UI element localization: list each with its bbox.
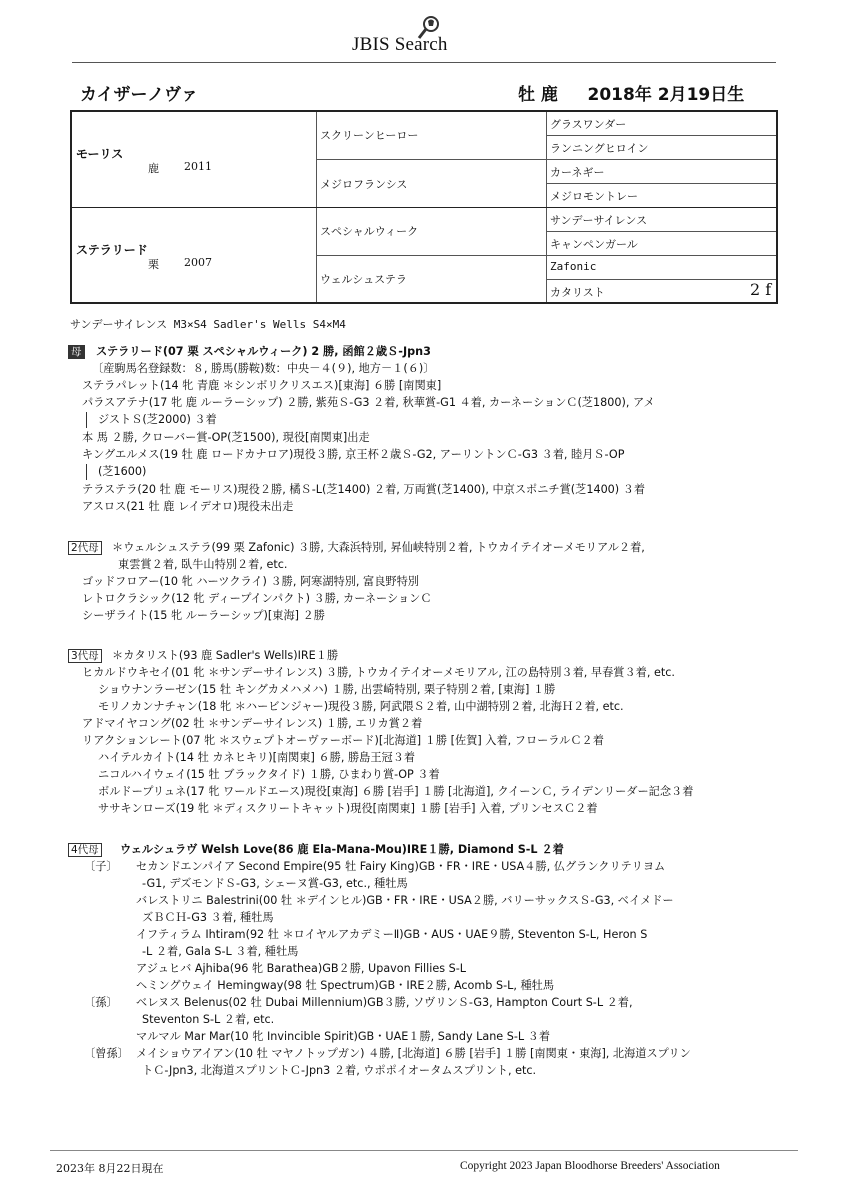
jbis-logo [352,8,502,58]
list-item: パラスアテナ(17 牝 鹿 ルーラーシップ) ２勝, 紫苑Ｓ-G3 ２着, 秋華賞-G1 ４着, カーネーションＣ(芝1800), アメ [82,396,655,409]
sire-dam-dam: メジロモントレー [550,190,638,203]
list-item: ボルドープリュネ(17 牝 ワールドエース)現役[東海] ６勝 [岩手] １勝 [北海道], クイーンＣ, ライデンリーダー記念３着 [98,785,694,798]
dam-dam: ウェルシュステラ [320,273,407,286]
list-item: ＊ウェルシュステラ(99 栗 Zafonic) ３勝, 大森浜特別, 昇仙峡特別２着, トウカイテイオーメモリアル２着, [112,541,645,554]
list-item: セカンドエンパイア Second Empire(95 牡 Fairy King)GB・FR・IRE・USA４勝, 仏グランクリテリヨム [136,860,666,873]
relation-label: 〔曾孫〕 [84,1047,129,1060]
list-item: ステラリード(07 栗 スペシャルウィーク) 2 勝, 函館２歳Ｓ-Jpn3 [96,345,431,358]
list-item: モリノカンナチャン(18 牝 ＊ハービンジャー)現役３勝, 阿武隈Ｓ２着, 山中湖特別２着, 北海Ｈ２着, etc. [98,700,624,713]
sire-year: 2011 [184,160,212,173]
list-item: マルマル Mar Mar(10 牝 Invincible Spirit)GB・UAE１勝, Sandy Lane S-L ３着 [136,1030,551,1043]
horse-info [518,80,744,105]
dam-year: 2007 [184,256,212,269]
section-tag: 母 [68,345,85,359]
dam-color: 栗 [148,258,159,271]
list-item: ズＢＣＨ-G3 ３着, 種牡馬 [142,911,274,924]
list-item: 〔産駒馬名登録数：８, 勝馬(勝鞍)数：中央－４(９), 地方－１(６)〕 [92,362,435,375]
list-item: トＣ-Jpn3, 北海道スプリントＣ-Jpn3 ２着, ウポポイオータムスプリント, etc. [142,1064,537,1077]
pedigree-table [70,110,778,304]
list-item: メイショウアイアン(10 牡 マヤノトップガン) ４勝, [北海道] ６勝 [岩手] １勝 [南関東・東海], 北海道スプリン [136,1047,691,1060]
footer-rule [50,1150,798,1151]
dam-dam-sire: Zafonic [550,260,597,273]
list-item: ニコルハイウェイ(15 牡 ブラックタイド) １勝, ひまわり賞-OP ３着 [98,768,440,781]
footer-copyright: Copyright 2023 Japan Bloodhorse Breeders' Association [460,1160,720,1172]
list-item: アスロス(21 牡 鹿 レイデオロ)現役未出走 [82,500,294,513]
list-item: ジストＳ(芝2000) ３着 [98,413,217,426]
sire-sire-dam: ランニングヒロイン [550,142,649,155]
relation-label: 〔子〕 [84,860,118,873]
dam-sire: スペシャルウィーク [320,225,419,238]
list-item: (芝1600) [98,465,147,478]
list-item: テラステラ(20 牡 鹿 モーリス)現役２勝, 橘Ｓ-L(芝1400) ２着, 万両賞(芝1400), 中京スポニチ賞(芝1400) ３着 [82,483,646,496]
logo-text: JBIS Search [352,34,448,55]
sire-sire-sire: グラスワンダー [550,118,627,131]
section-tag: 2代母 [68,541,102,555]
list-item: ヒカルドウキセイ(01 牝 ＊サンデーサイレンス) ３勝, トウカイテイオーメモリアル, 江の島特別３着, 早春賞３着, etc. [82,666,675,679]
horse-name: カイザーノヴァ [80,85,198,105]
dam-sire-dam: キャンペンガール [550,238,638,251]
list-item: キングエルメス(19 牡 鹿 ロードカナロア)現役３勝, 京王杯２歳Ｓ-G2, アーリントンＣ-G3 ３着, 睦月Ｓ-OP [82,448,625,461]
list-item: ショウナンラーゼン(15 牡 キングカメハメハ) １勝, 出雲崎特別, 栗子特別２着, [東海] １勝 [98,683,556,696]
list-item: バレストリニ Balestrini(00 牡 ＊デインヒル)GB・FR・IRE・USA２勝, バリーサックスＳ-G3, ベイメドー [136,894,674,907]
footer-date: 2023年 8月22日現在 [56,1162,164,1175]
list-item: Steventon S-L ２着, etc. [142,1013,275,1026]
list-item: イフティラム Ihtiram(92 牡 ＊ロイヤルアカデミーⅡ)GB・AUS・UAE９勝, Steventon S-L, Heron S [136,928,648,941]
list-item: シーザライト(15 牝 ルーラーシップ)[東海] ２勝 [82,609,325,622]
list-item: -G1, デズモンドＳ-G3, シェーヌ賞-G3, etc., 種牡馬 [142,877,408,890]
sire-color: 鹿 [148,162,159,175]
section-tag: 3代母 [68,649,102,663]
birth-date: 2018年 2月19日生 [587,85,745,105]
list-item: ササキンローズ(19 牝 ＊ディスクリートキャット)現役[南関東] １勝 [岩手] 入着, プリンセスＣ２着 [98,802,598,815]
sire-sire: スクリーンヒーロー [320,129,419,142]
list-item: ステラパレット(14 牝 青鹿 ＊シンボリクリスエス)[東海] ６勝 [南関東] [82,379,442,392]
list-item: ゴッドフロアー(10 牝 ハーツクライ) ３勝, 阿寒湖特別, 富良野特別 [82,575,419,588]
list-item: ウェルシュラヴ Welsh Love(86 鹿 Ela-Mana-Mou)IRE１勝, Diamond S-L ２着 [120,843,564,856]
list-item: リアクションレート(07 牝 ＊スウェプトオーヴァーボード)[北海道] １勝 [佐賀] 入着, フローラルＣ２着 [82,734,604,747]
list-item: アドマイヤコング(02 牡 ＊サンデーサイレンス) １勝, エリカ賞２着 [82,717,423,730]
section-tag: 4代母 [68,843,102,857]
relation-label: 〔孫〕 [84,996,118,1009]
dam-name: ステラリード [76,243,148,257]
header-rule [72,62,776,63]
list-item: ハイテルカイト(14 牡 カネヒキリ)[南関東] ６勝, 勝島王冠３着 [98,751,416,764]
list-item: アジュヒバ Ajhiba(96 牝 Barathea)GB２勝, Upavon Fillies S-L [136,962,466,975]
dam-sire-sire: サンデーサイレンス [550,214,648,227]
list-item: ヘミングウェイ Hemingway(98 牡 Spectrum)GB・IRE２勝, Acomb S-L, 種牡馬 [136,979,555,992]
sire-dam: メジロフランシス [320,178,408,191]
list-item: 東雲賞２着, 臥牛山特別２着, etc. [118,558,288,571]
list-item: 本 馬 ２勝, クローバー賞-OP(芝1500), 現役[南関東]出走 [82,431,370,444]
sire-name: モーリス [76,147,124,161]
family-number: 2 f [750,280,772,299]
list-item: ＊カタリスト(93 鹿 Sadler's Wells)IRE１勝 [112,649,339,662]
list-item: -L ２着, Gala S-L ３着, 種牡馬 [142,945,299,958]
sire-dam-sire: カーネギー [550,166,605,179]
dam-dam-dam: カタリスト [550,286,605,299]
list-item: ベレヌス Belenus(02 牡 Dubai Millennium)GB３勝, ソヴリンＳ-G3, Hampton Court S-L ２着, [136,996,633,1009]
inbreeding-note: サンデーサイレンス M3×S4 Sadler's Wells S4×M4 [70,318,346,331]
list-item: レトロクラシック(12 牝 ディープインパクト) ３勝, カーネーションＣ [82,592,432,605]
sex-color: 牡 鹿 [518,85,558,105]
